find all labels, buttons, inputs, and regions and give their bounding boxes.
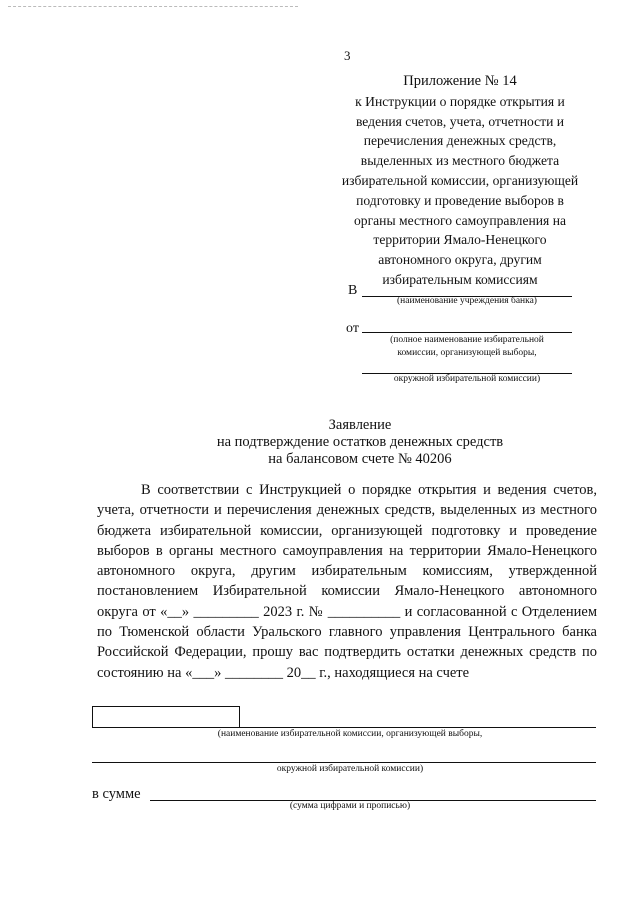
document-title (150, 417, 570, 468)
appendix-line: автономного округа, другим (378, 252, 542, 268)
title-line: на подтверждение остатков денежных средств (216, 434, 504, 450)
body-text: » (214, 664, 225, 681)
body-text: » (181, 603, 194, 620)
appendix-line: выделенных из местного бюджета (360, 153, 560, 169)
title-line: Заявление (328, 417, 392, 433)
scan-artifact-line (8, 6, 298, 7)
caption-line: (полное наименование избирательной (390, 335, 544, 345)
bank-name-caption: (наименование учреждения банка) (397, 296, 537, 306)
appendix-line: территории Ямало-Ненецкого (373, 232, 547, 248)
to-bank-label: В (348, 283, 358, 298)
page-number: 3 (344, 48, 351, 63)
account-number-box[interactable] (92, 706, 240, 728)
sum-caption: (сумма цифрами и прописью) (289, 801, 411, 811)
body-text: 2023 г. № (258, 603, 328, 620)
account-holder-caption-2: окружной избирательной комиссии) (276, 764, 424, 774)
date-day-blank[interactable]: __ (167, 603, 182, 620)
appendix-line: к Инструкции о порядке открытия и (355, 93, 565, 109)
appendix-line: ведения счетов, учета, отчетности и (355, 113, 565, 129)
appendix-line: избирательной комиссии, организующей (341, 172, 579, 188)
account-holder-field[interactable] (240, 727, 596, 728)
account-holder-field-2[interactable] (92, 762, 596, 763)
date-month-blank[interactable]: _________ (193, 603, 259, 620)
body-text: В соответствии с Инструкцией о порядке открытия и ведения счетов, учета, отчетности и перечисления денежных средств, выделенных из местного бюджета избирательной комиссии, организующей подготовку и проведение выборов в органы местного самоуправления на территории Ямало-Ненецкого автономного округа, другим избирательным комиссиям, утвержденной постановлением Избирательной комиссии Ямало-Ненецкого автономного округа от « (97, 482, 601, 620)
appendix-line: избирательным комиссиям (382, 271, 538, 287)
balance-year-blank[interactable]: __ (301, 664, 316, 681)
from-label: от (346, 321, 359, 336)
body-text: 20 (282, 664, 302, 681)
appendix-header (300, 72, 620, 290)
appendix-line: перечисления денежных средств, (363, 133, 557, 149)
appendix-line: подготовку и проведение выборов в (356, 192, 564, 208)
caption-line: комиссии, организующей выборы, (397, 347, 537, 358)
appendix-title: Приложение № 14 (403, 73, 517, 89)
title-line: на балансовом счете № 40206 (268, 451, 452, 467)
sum-label: в сумме (92, 786, 141, 802)
body-paragraph (97, 480, 601, 683)
commission-name-caption-2: окружной избирательной комиссии) (393, 374, 541, 384)
appendix-line: органы местного самоуправления на (353, 212, 567, 228)
commission-name-field[interactable] (362, 332, 572, 333)
body-text: и согласованной с Отделением по Тюменской области Уральского главного управления Центрального банка Российской Федерации, прошу вас подтвердить остатки денежных средств по состоянию на « (97, 603, 601, 681)
balance-month-blank[interactable]: ________ (224, 664, 283, 681)
resolution-number-blank[interactable]: __________ (327, 603, 401, 620)
balance-day-blank[interactable]: ___ (192, 664, 215, 681)
account-holder-caption: (наименование избирательной комиссии, организующей выборы, (217, 729, 483, 739)
commission-name-caption (362, 334, 572, 359)
body-text: г., находящиеся на счете (315, 664, 470, 681)
